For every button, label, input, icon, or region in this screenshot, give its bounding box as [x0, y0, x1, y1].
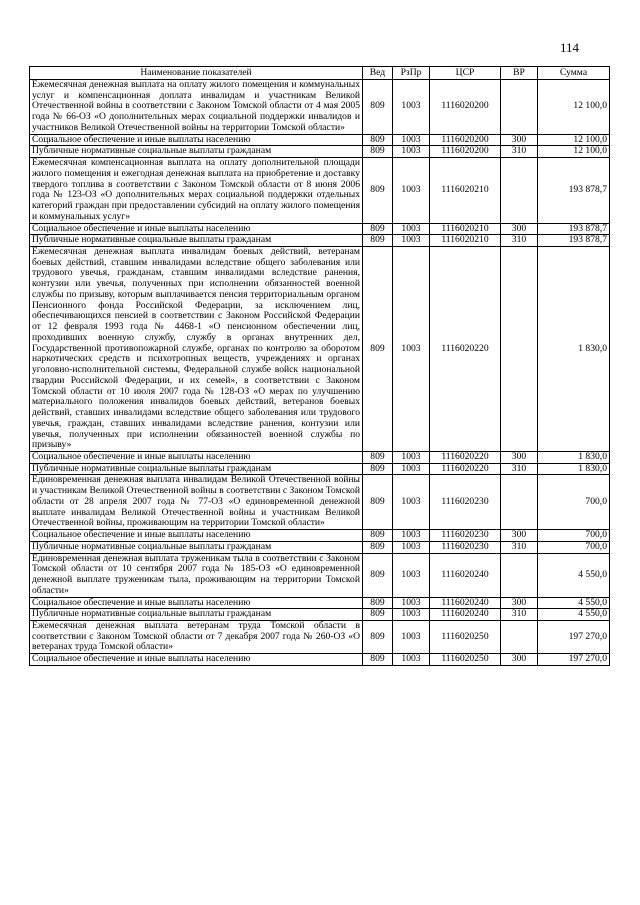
cell-rzpr: 1003 [393, 247, 430, 452]
cell-sum: 700,0 [538, 530, 610, 542]
header-sum: Сумма [538, 67, 610, 80]
cell-name: Социальное обеспечение и иные выплаты населению [30, 530, 363, 542]
cell-ved: 809 [363, 80, 393, 135]
cell-sum: 197 270,0 [538, 654, 610, 666]
cell-ved: 809 [363, 463, 393, 475]
cell-ved: 809 [363, 146, 393, 158]
table-row [30, 158, 610, 223]
cell-sum: 4 550,0 [538, 553, 610, 597]
table-row [30, 553, 610, 597]
cell-name: Ежемесячная денежная выплата инвалидам боевых действий, ветеранам боевых действий, ставшим инвалидами вследствие общего заболевания или трудового увечья, гражданам, ставшим инвалидами вследствие ранения, контузии или увечья, полученных при исполнении обязанностей военной службы по призыву, которым выплачивается пенсия территориальным органом Пенсионного фонда Российской Федерации, за исключением лиц, обеспечивающихся пенсией в соответствии с Законом Российской Федерации от 12 февраля 1993 года № 4468-1 «О пенсионном обеспечении лиц, проходивших военную службу, службу в органах внутренних дел, Государственной противопожарной службе, органах по контролю за оборотом наркотических средств и психотропных веществ, учреждениях и органах уголовно-исполнительной системы, Федеральной службе войск национальной гвардии Российской Федерации, и их семей», в соответствии с Законом Томской области от 10 июля 2007 года № 128-ОЗ «О мерах по улучшению материального положения инвалидов боевых действий, ветеранов боевых действий, ставших инвалидами вследствие общего заболевания или трудового увечья, граждан, ставших инвалидами вследствие ранения, контузии или увечья, полученных при исполнении обязанностей военной службы по призыву» [30, 247, 363, 452]
table-row [30, 654, 610, 666]
cell-vr [501, 475, 538, 530]
cell-name: Социальное обеспечение и иные выплаты населению [30, 223, 363, 235]
cell-csr: 1116020210 [430, 223, 501, 235]
cell-sum: 1 830,0 [538, 247, 610, 452]
table-row [30, 134, 610, 146]
cell-rzpr: 1003 [393, 223, 430, 235]
cell-sum: 1 830,0 [538, 463, 610, 475]
cell-vr: 300 [501, 597, 538, 609]
cell-name: Ежемесячная денежная выплата на оплату жилого помещения и коммунальных услуг и компенсационная доплата инвалидам и участникам Великой Отечественной войны в соответствии с Законом Томской области от 4 мая 2005 года № 66-ОЗ «О дополнительных мерах социальной поддержки инвалидов и участников Великой Отечественной войны на территории Томской области» [30, 80, 363, 135]
table-body [30, 80, 610, 666]
header-csr: ЦСР [430, 67, 501, 80]
table-row [30, 80, 610, 135]
table-row [30, 247, 610, 452]
table-row [30, 530, 610, 542]
cell-rzpr: 1003 [393, 541, 430, 553]
table-row [30, 620, 610, 653]
cell-ved: 809 [363, 134, 393, 146]
cell-rzpr: 1003 [393, 530, 430, 542]
cell-csr: 1116020220 [430, 247, 501, 452]
cell-rzpr: 1003 [393, 463, 430, 475]
table-row [30, 463, 610, 475]
cell-name: Публичные нормативные социальные выплаты гражданам [30, 541, 363, 553]
cell-vr: 300 [501, 654, 538, 666]
cell-name: Единовременная денежная выплата инвалидам Великой Отечественной войны и участникам Великой Отечественной войны в соответствии с Законом Томской области от 28 апреля 2007 года № 77-ОЗ «О единовременной денежной выплате инвалидам Великой Отечественной войны и участникам Великой Отечественной войны, проживающим на территории Томской области» [30, 475, 363, 530]
cell-sum: 193 878,7 [538, 235, 610, 247]
cell-vr: 310 [501, 541, 538, 553]
cell-sum: 193 878,7 [538, 223, 610, 235]
cell-vr: 310 [501, 235, 538, 247]
cell-ved: 809 [363, 235, 393, 247]
cell-csr: 1116020210 [430, 235, 501, 247]
table-row [30, 475, 610, 530]
cell-name: Публичные нормативные социальные выплаты гражданам [30, 609, 363, 621]
cell-name: Социальное обеспечение и иные выплаты населению [30, 654, 363, 666]
cell-name: Ежемесячная компенсационная выплата на оплату дополнительной площади жилого помещения и ежегодная денежная выплата на приобретение и доставку твердого топлива в соответствии с Законом Томской области от 8 июня 2006 года № 123-ОЗ «О дополнительных мерах социальной поддержки отдельных категорий граждан при предоставлении субсидий на оплату жилого помещения и коммунальных услуг» [30, 158, 363, 223]
cell-vr [501, 158, 538, 223]
cell-csr: 1116020220 [430, 463, 501, 475]
cell-ved: 809 [363, 609, 393, 621]
header-name: Наименование показателей [30, 67, 363, 80]
cell-vr: 300 [501, 451, 538, 463]
cell-rzpr: 1003 [393, 597, 430, 609]
cell-csr: 1116020240 [430, 553, 501, 597]
cell-vr: 300 [501, 223, 538, 235]
header-ved: Вед [363, 67, 393, 80]
cell-sum: 12 100,0 [538, 80, 610, 135]
cell-csr: 1116020230 [430, 475, 501, 530]
cell-rzpr: 1003 [393, 475, 430, 530]
cell-vr: 310 [501, 609, 538, 621]
cell-sum: 4 550,0 [538, 609, 610, 621]
cell-vr [501, 553, 538, 597]
table-row [30, 223, 610, 235]
cell-ved: 809 [363, 530, 393, 542]
cell-csr: 1116020250 [430, 654, 501, 666]
cell-vr: 310 [501, 146, 538, 158]
header-vr: ВР [501, 67, 538, 80]
table-row [30, 451, 610, 463]
cell-csr: 1116020240 [430, 609, 501, 621]
cell-ved: 809 [363, 620, 393, 653]
table-row [30, 541, 610, 553]
cell-csr: 1116020200 [430, 134, 501, 146]
cell-ved: 809 [363, 475, 393, 530]
cell-csr: 1116020200 [430, 146, 501, 158]
cell-vr: 300 [501, 134, 538, 146]
cell-csr: 1116020230 [430, 541, 501, 553]
cell-rzpr: 1003 [393, 146, 430, 158]
table-row [30, 609, 610, 621]
cell-sum: 193 878,7 [538, 158, 610, 223]
cell-name: Публичные нормативные социальные выплаты гражданам [30, 235, 363, 247]
cell-sum: 197 270,0 [538, 620, 610, 653]
cell-name: Социальное обеспечение и иные выплаты населению [30, 597, 363, 609]
cell-rzpr: 1003 [393, 134, 430, 146]
cell-sum: 12 100,0 [538, 134, 610, 146]
cell-rzpr: 1003 [393, 451, 430, 463]
cell-ved: 809 [363, 247, 393, 452]
cell-vr [501, 247, 538, 452]
cell-csr: 1116020230 [430, 530, 501, 542]
cell-name: Ежемесячная денежная выплата ветеранам труда Томской области в соответствии с Законом Томской области от 7 декабря 2007 года № 260-ОЗ «О ветеранах труда Томской области» [30, 620, 363, 653]
cell-csr: 1116020240 [430, 597, 501, 609]
cell-ved: 809 [363, 158, 393, 223]
cell-sum: 4 550,0 [538, 597, 610, 609]
cell-csr: 1116020220 [430, 451, 501, 463]
cell-sum: 700,0 [538, 541, 610, 553]
cell-vr: 300 [501, 530, 538, 542]
cell-ved: 809 [363, 654, 393, 666]
header-rzpr: РзПр [393, 67, 430, 80]
cell-ved: 809 [363, 223, 393, 235]
table-row [30, 235, 610, 247]
cell-ved: 809 [363, 541, 393, 553]
cell-rzpr: 1003 [393, 654, 430, 666]
cell-rzpr: 1003 [393, 235, 430, 247]
cell-csr: 1116020200 [430, 80, 501, 135]
cell-rzpr: 1003 [393, 620, 430, 653]
budget-table [29, 66, 610, 666]
cell-name: Публичные нормативные социальные выплаты гражданам [30, 463, 363, 475]
table-row [30, 146, 610, 158]
cell-name: Социальное обеспечение и иные выплаты населению [30, 134, 363, 146]
cell-csr: 1116020210 [430, 158, 501, 223]
table-header-row [30, 67, 610, 80]
cell-sum: 12 100,0 [538, 146, 610, 158]
cell-sum: 1 830,0 [538, 451, 610, 463]
cell-ved: 809 [363, 597, 393, 609]
page-number: 114 [560, 40, 580, 55]
cell-vr: 310 [501, 463, 538, 475]
cell-rzpr: 1003 [393, 553, 430, 597]
cell-rzpr: 1003 [393, 158, 430, 223]
cell-csr: 1116020250 [430, 620, 501, 653]
cell-vr [501, 620, 538, 653]
cell-name: Социальное обеспечение и иные выплаты населению [30, 451, 363, 463]
cell-vr [501, 80, 538, 135]
cell-ved: 809 [363, 553, 393, 597]
cell-name: Единовременная денежная выплата труженикам тыла в соответствии с Законом Томской области от 10 сентября 2007 года № 185-ОЗ «О единовременной денежной выплате труженикам тыла, проживающим на территории Томской области» [30, 553, 363, 597]
cell-rzpr: 1003 [393, 80, 430, 135]
cell-sum: 700,0 [538, 475, 610, 530]
table-row [30, 597, 610, 609]
cell-ved: 809 [363, 451, 393, 463]
cell-name: Публичные нормативные социальные выплаты гражданам [30, 146, 363, 158]
cell-rzpr: 1003 [393, 609, 430, 621]
